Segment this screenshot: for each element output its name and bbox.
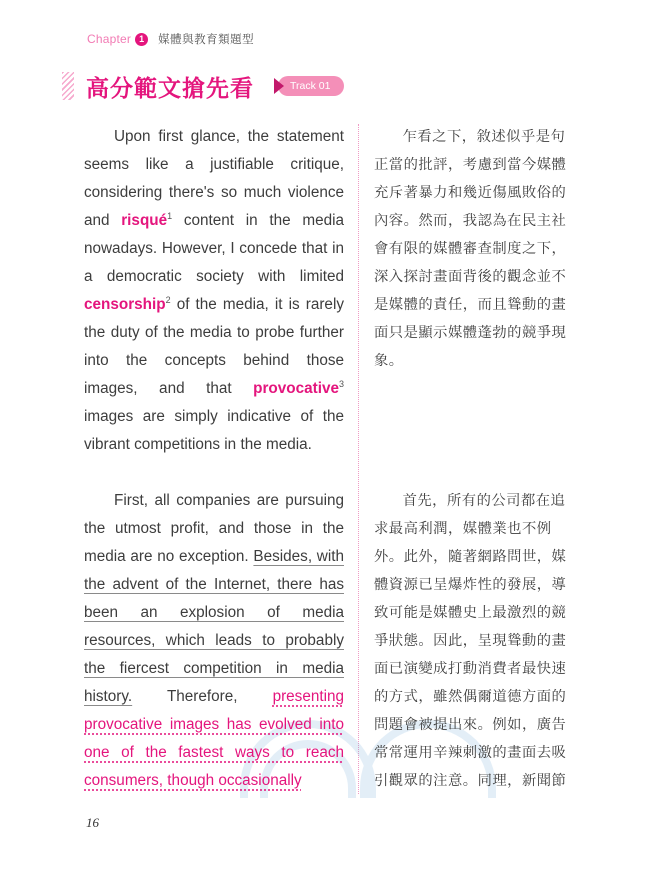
- chinese-text: 首先，所有的公司都在追求最高利潤，媒體業也不例外。此外，隨著網路問世，媒體資源已呈爆炸性的發展，導致可能是媒體史上最激烈的競爭狀態。因此，呈現聳動的畫面已演變成打動消費者最快速的方式，雖然偶爾道德方面的問題會被提出來。例如，廣告常常運用辛辣刺激的畫面去吸引觀眾的注意。同理，新聞節: [374, 493, 567, 789]
- chapter-number-badge: 1: [135, 33, 148, 46]
- play-triangle-icon: [274, 78, 284, 94]
- english-paragraph-1: [84, 123, 344, 459]
- highlighted-phrase: presenting provocative images has evolved into one of the fastest ways to reach consumers, though occasionally: [84, 688, 344, 789]
- vocab-keyword-risque: risqué: [121, 212, 168, 229]
- footnote-marker: 1: [167, 210, 173, 221]
- footnote-marker: 2: [165, 294, 171, 305]
- section-heading: [62, 70, 344, 102]
- track-label: Track 01: [278, 76, 344, 96]
- text-run: of the media, it is rarely the duty of the media to probe further into the concepts behind those images, and that: [84, 296, 344, 397]
- chinese-paragraph-1: [374, 123, 576, 375]
- audio-track-badge: [274, 76, 344, 96]
- vocab-keyword-censorship: censorship: [84, 296, 166, 313]
- chinese-paragraph-2: [374, 487, 576, 795]
- hatch-decoration-icon: [62, 72, 74, 100]
- section-title: 高分範文搶先看: [86, 75, 254, 102]
- chinese-text: 乍看之下，敘述似乎是句正當的批評，考慮到當今媒體充斥著暴力和幾近傷風敗俗的內容。然而，我認為在民主社會有限的媒體審查制度之下，深入探討畫面背後的觀念並不是媒體的責任，而且聳動的畫面只是顯示媒體蓬勃的競爭現象。: [374, 129, 567, 369]
- footnote-marker: 3: [338, 378, 344, 389]
- chapter-header: [87, 30, 254, 48]
- text-run: images are simply indicative of the vibrant competitions in the media.: [84, 408, 344, 453]
- chapter-label: Chapter: [87, 32, 132, 46]
- text-run: Therefore,: [132, 688, 273, 705]
- text-run: First, all companies are pursuing the utmost profit, and those in the media are no exception.: [84, 492, 344, 565]
- underlined-sentence: Besides, with the advent of the Internet, there has been an explosion of media resources, which leads to probably the fiercest competition in media history.: [84, 548, 344, 705]
- text-run: content in the media nowadays. However, I concede that in a democratic society with limited: [84, 212, 344, 285]
- vocab-keyword-provocative: provocative: [253, 380, 339, 397]
- text-run: Upon first glance, the statement seems like a justifiable critique, considering there's so much violence and: [84, 128, 344, 229]
- page-number: 16: [86, 815, 99, 830]
- chapter-title: 媒體與教育類題型: [158, 32, 255, 46]
- column-divider: [358, 124, 359, 794]
- english-paragraph-2: [84, 487, 344, 795]
